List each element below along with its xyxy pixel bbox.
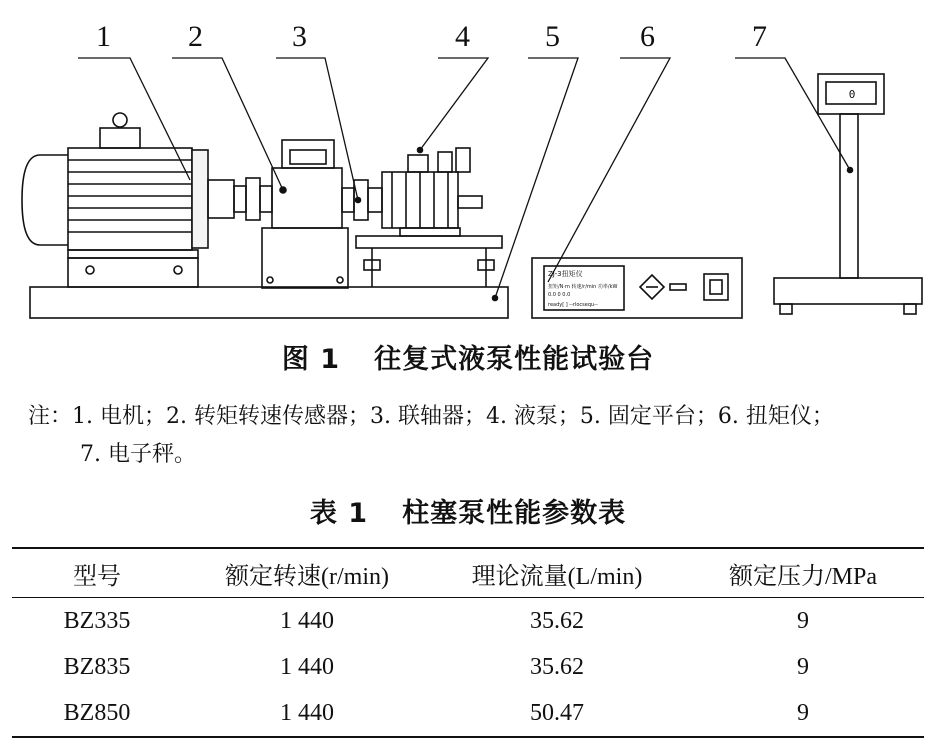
callout-4: 4 xyxy=(455,20,470,53)
liquid-pump xyxy=(356,148,502,288)
header-rated-pressure: 额定压力/MPa xyxy=(728,563,877,590)
callout-1: 1 xyxy=(96,20,111,53)
motor xyxy=(22,113,234,287)
figure-caption-number: 图 1 xyxy=(281,344,341,375)
table-row xyxy=(12,690,924,737)
callout-7: 7 xyxy=(752,20,767,53)
header-theoretical-flow: 理论流量(L/min) xyxy=(471,563,643,590)
cell-model: BZ850 xyxy=(63,699,131,726)
coupling-left xyxy=(234,178,272,220)
cell-rated-pressure: 9 xyxy=(797,699,809,726)
figure-note xyxy=(28,398,928,474)
cell-theoretical-flow: 50.47 xyxy=(530,699,584,726)
table-row xyxy=(12,598,924,645)
electronic-scale xyxy=(774,74,922,314)
scale-display: 0 xyxy=(848,88,856,101)
cell-rated-speed: 1 440 xyxy=(280,607,334,634)
table-caption xyxy=(0,491,936,530)
callout-6: 6 xyxy=(640,20,655,53)
header-rated-speed: 额定转速(r/min) xyxy=(225,563,389,590)
callout-labels xyxy=(96,20,767,53)
figure-note-line1: 注：1. 电机；2. 转矩转速传感器；3. 联轴器；4. 液泵；5. 固定平台；6. 扭矩仪； xyxy=(28,404,834,429)
cell-rated-speed: 1 440 xyxy=(280,653,334,680)
fixed-platform xyxy=(30,287,508,318)
table-header-row xyxy=(12,548,924,598)
cell-rated-pressure: 9 xyxy=(797,653,809,680)
coupling-right xyxy=(342,180,382,220)
figure-note-line2: 7. 电子秤。 xyxy=(80,442,196,467)
callout-3: 3 xyxy=(292,20,307,53)
test-bench-figure xyxy=(0,0,936,340)
meter-screen-row3: ready[ ] --rlocsequ-- xyxy=(548,302,598,308)
meter-screen-row1: 扭矩/N·m 转速/r/min 功率/kW xyxy=(548,284,618,290)
cell-theoretical-flow: 35.62 xyxy=(530,607,584,634)
cell-rated-pressure: 9 xyxy=(797,607,809,634)
callout-5: 5 xyxy=(545,20,560,53)
meter-screen-row2: 0.0 0 0.0 xyxy=(548,292,571,298)
torque-speed-sensor xyxy=(262,140,348,288)
cell-rated-speed: 1 440 xyxy=(280,699,334,726)
cell-model: BZ335 xyxy=(63,607,131,634)
meter-screen-title: ZJ-3扭矩仪 xyxy=(548,270,583,278)
table-caption-number: 表 1 xyxy=(309,498,369,529)
figure-caption-title: 往复式液泵性能试验台 xyxy=(374,344,655,375)
table-caption-title: 柱塞泵性能参数表 xyxy=(402,498,627,529)
torque-meter xyxy=(532,258,742,318)
callout-2: 2 xyxy=(188,20,203,53)
figure-caption xyxy=(0,337,936,376)
cell-theoretical-flow: 35.62 xyxy=(530,653,584,680)
table-row xyxy=(12,644,924,690)
cell-model: BZ835 xyxy=(63,653,131,680)
pump-parameter-table xyxy=(12,547,924,738)
header-model: 型号 xyxy=(73,563,121,590)
